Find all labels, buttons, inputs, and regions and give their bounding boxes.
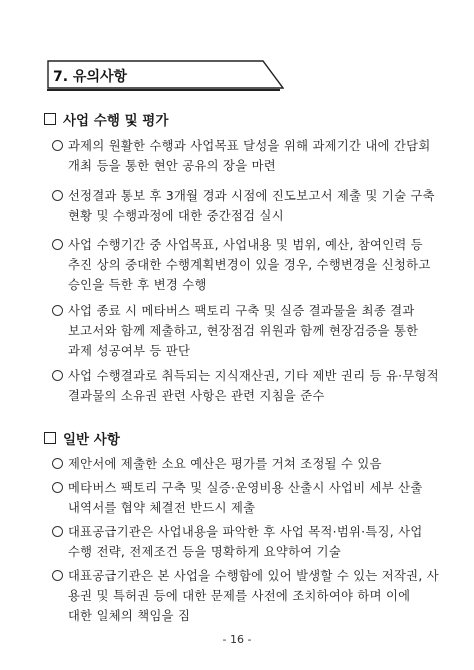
- item-line: 내역서를 협약 체결전 반드시 제출: [68, 501, 256, 515]
- section-title: 7. 유의사항: [53, 69, 128, 85]
- item-line: 사업 수행기간 중 사업목표, 사업내용 및 범위, 예산, 참여인력 등: [68, 238, 423, 252]
- subsection-heading-general: [44, 428, 120, 448]
- item-line: 용권 및 특허권 등에 대한 문제를 사전에 조치하여야 하며 이에: [68, 589, 411, 603]
- item-line: 수행 전략, 전제조건 등을 명확하게 요약하여 기술: [68, 545, 342, 559]
- heading-underline: [47, 89, 280, 91]
- circle-bullet-icon: [52, 458, 63, 469]
- item-line: 대한 일체의 책임을 짐: [68, 609, 191, 623]
- item-line: 과제의 원활한 수행과 사업목표 달성을 위해 과제기간 내에 간담회: [68, 139, 431, 153]
- item-line: 추진 상의 중대한 수행계획변경이 있을 경우, 수행변경을 신청하고: [68, 258, 431, 272]
- circle-bullet-icon: [52, 140, 63, 151]
- circle-bullet-icon: [52, 482, 63, 493]
- subsection-title: 일반 사항: [63, 432, 120, 448]
- item-line: 과제 성공여부 등 판단: [68, 344, 191, 358]
- item-line: 대표공급기관은 본 사업을 수행함에 있어 발생할 수 있는 저작권, 사: [68, 569, 439, 583]
- circle-bullet-icon: [52, 570, 63, 581]
- circle-bullet-icon: [52, 305, 63, 316]
- square-bullet-icon: [44, 432, 56, 444]
- item-line: 승인을 득한 후 변경 수행: [68, 278, 207, 292]
- item-line: 사업 수행결과로 취득되는 지식재산권, 기타 제반 권리 등 유·무형적: [68, 369, 439, 383]
- item-line: 대표공급기관은 사업내용을 파악한 후 사업 목적·범위·특징, 사업: [68, 525, 423, 539]
- page-number: - 16 -: [222, 633, 252, 646]
- item-line: 개최 등을 통한 현안 공유의 장을 마련: [68, 159, 276, 173]
- item-line: 메타버스 팩토리 구축 및 실증·운영비용 산출시 사업비 세부 산출: [68, 481, 423, 495]
- item-line: 선정결과 통보 후 3개월 경과 시점에 진도보고서 제출 및 기술 구축: [68, 189, 435, 203]
- subsection-title: 사업 수행 및 평가: [63, 113, 169, 129]
- item-line: 보고서와 함께 제출하고, 현장점검 위원과 함께 현장검증을 통한: [68, 324, 419, 338]
- square-bullet-icon: [44, 113, 56, 125]
- circle-bullet-icon: [52, 190, 63, 201]
- item-line: 결과물의 소유권 관련 사항은 관련 지침을 준수: [68, 389, 325, 403]
- section-heading-box: [47, 60, 284, 90]
- subsection-heading-evaluation: [44, 109, 168, 129]
- item-line: 사업 종료 시 메타버스 팩토리 구축 및 실증 결과물을 최종 결과: [68, 304, 415, 318]
- item-line: 현황 및 수행과정에 대한 중간점검 실시: [68, 209, 284, 223]
- circle-bullet-icon: [52, 239, 63, 250]
- item-line: 제안서에 제출한 소요 예산은 평가를 거쳐 조정될 수 있음: [68, 457, 382, 471]
- circle-bullet-icon: [52, 526, 63, 537]
- circle-bullet-icon: [52, 370, 63, 381]
